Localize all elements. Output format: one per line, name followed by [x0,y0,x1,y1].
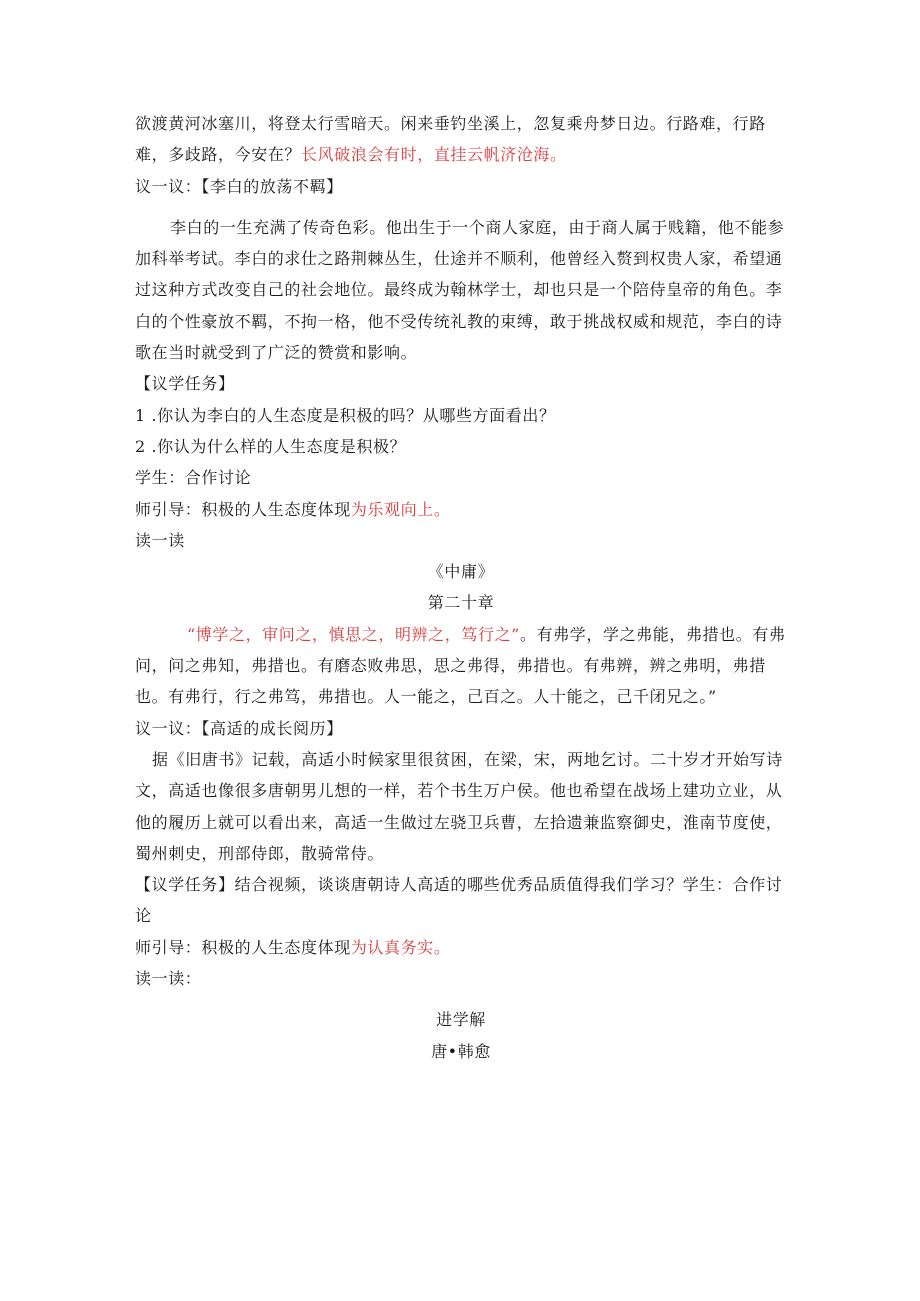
task1-student: 学生：合作讨论 [135,468,252,488]
read1-quote-highlight: “博学之，审问之，慎思之，明辨之，笃行之” [187,624,520,644]
poem-tail-highlight: 长风破浪会有时，直挂云帆济沧海。 [301,145,567,165]
read1-heading: 读一读 [135,530,185,550]
document-page [135,108,787,1067]
task2-teacher-guide [135,932,787,963]
poem-tail-text: 欲渡黄河冰塞川，将登太行雪暗天。闲来垂钓坐溪上，忽复乘舟梦日边。行路难，行路难，多歧路，今安在？ [135,114,766,165]
discuss1-heading: 议一议：【李白的放荡不羁】 [135,176,343,196]
read2-heading: 读一读： [135,969,202,989]
task1-teacher-highlight: 为乐观向上。 [350,499,451,519]
task1-question-2: 2 .你认为什么样的人生态度是积极？ [135,436,407,456]
discuss2-heading: 议一议：【高适的成长阅历】 [135,718,343,738]
discuss1-body: 李白的一生充满了传奇色彩。他出生于一个商人家庭，由于商人属于贱籍，他不能参加科举考试。李白的求仕之路荆棘丛生，仕途并不顺利，他曾经入赘到权贵人家，希望通过这种方式改变自己的社会地位。最终成为翰林学士，却也只是一个陪侍皇帝的角色。李白的个性豪放不羁，不拘一格，他不受传统礼教的束缚，敢于挑战权威和规范，李白的诗歌在当时就受到了广泛的赞赏和影响。 [135,217,785,363]
read1-chapter: 第二十章 [427,593,495,613]
read2-title: 进学解 [436,1010,486,1030]
read1-title: 《中庸》 [427,562,495,582]
task1-teacher-guide [135,494,787,525]
read2-author: 唐•韩愈 [431,1041,491,1061]
task2-teacher-prefix: 师引导：积极的人生态度体现 [135,937,351,957]
poem-tail-paragraph [135,108,787,171]
task1-question-1: 1 .你认为李白的人生态度是积极的吗？从哪些方面看出？ [135,405,556,425]
read1-quote-rest: 。有弗学，学之弗能，弗措也。有弗问，问之弗知，弗措也。有磨态败弗思，思之弗得，弗措也。有弗辨，辨之弗明，弗措也。有弗行，行之弗笃，弗措也。人一能之，己百之。人十能之，己千闭兄之。” [135,624,786,707]
task2-teacher-highlight: 为认真务实。 [350,937,451,957]
read1-quote-paragraph [135,619,787,713]
task1-heading: 【议学任务】 [135,374,235,394]
task1-teacher-prefix: 师引导：积极的人生态度体现 [135,499,351,519]
task2-heading: 【议学任务】结合视频，谈谈唐朝诗人高适的哪些优秀品质值得我们学习？学生：合作讨论 [135,875,783,926]
discuss2-body: 据《旧唐书》记载，高适小时候家里很贫困，在梁，宋，两地乞讨。二十岁才开始写诗文，高适也像很多唐朝男儿想的一样，若个书生万户侯。他也希望在战场上建功立业，从他的履历上就可以看出来，高适一生做过左骁卫兵曹，左拾遗兼监察御史，淮南节度使，蜀州刺史，刑部侍郎，散骑常侍。 [135,749,783,863]
